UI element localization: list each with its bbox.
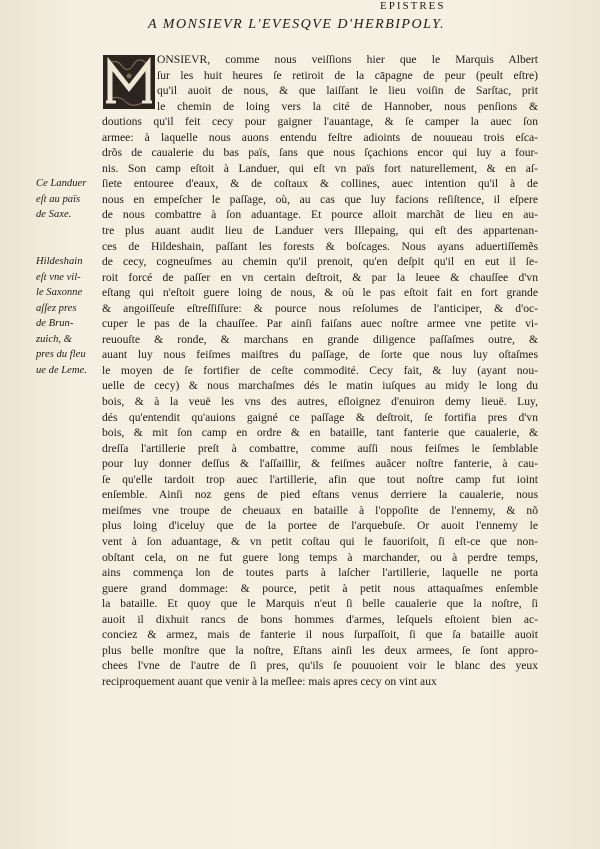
text-line: conciez & armez, mais de fanterie il nous ſurpaſſoit, ſi que ſa bataille auoit bbox=[102, 628, 538, 642]
margin-note-line: de Saxe. bbox=[36, 209, 72, 221]
text-line: armee: à laquelle nous auons entendu feſtre adioints de nouueau trois eſca- bbox=[102, 130, 538, 144]
text-line: guere grand dommage: & pource, petit à petit nous attaquaſmes enſemble bbox=[102, 581, 538, 595]
margin-note-line: eſt au païs bbox=[36, 193, 81, 205]
running-head: EPISTRES bbox=[380, 0, 446, 12]
margin-note bbox=[36, 176, 86, 223]
margin-note-line: Ce Landuer bbox=[36, 178, 87, 190]
margin-note-line: le Saxonne bbox=[36, 287, 83, 299]
text-line: ces de Hildeshain, paſſant les forests & boſcages. Nous ayans aduertiſſemẽs bbox=[102, 239, 538, 253]
text-line: le chemin de loing vers la cité de Hannober, nous penſions & bbox=[157, 99, 538, 113]
text-line: ſiete entouree d'eaux, & de coſtaux & collines, auec intention qu'il à de bbox=[102, 177, 538, 191]
text-line: ains commença lon de toutes parts à laſcher l'artillerie, laquelle ne porta bbox=[102, 566, 538, 580]
text-line: nis. Son camp eſtoit à Landuer, qui eſt vn païs fort naturellement, & en aſ- bbox=[102, 161, 538, 175]
margin-note-line: Hildeshain bbox=[36, 256, 83, 268]
text-line: bois, & à la veuë les vns des autres, eſloignez d'enuiron demy lieuë. Luy, bbox=[102, 395, 538, 409]
margin-note-line: pres du fleu bbox=[36, 349, 86, 361]
text-line: le moyen de ſe fortifier de ceſte commodité. Cecy fait, & luy (ayant nou- bbox=[102, 363, 538, 377]
text-line: drõs de caualerie du bas païs, ſans que nous ſçachions encor qui luy a four- bbox=[102, 146, 538, 160]
text-line: plus belle monſtre que la noſtre, Eſtans ainſi les deux armees, ſe ſont appro- bbox=[102, 643, 538, 657]
text-line: roit forcé de paſſer en vn certain deſtroit, & par la leuee & chauſſee d'vn bbox=[102, 270, 538, 284]
margin-note-line: eſt vne vil- bbox=[36, 271, 81, 283]
margin-note-line: de Brun- bbox=[36, 318, 74, 330]
text-line: ſur les huit heures ſe retiroit de la cāpagne de peur (peult eſtre) bbox=[157, 68, 538, 82]
text-line: meiſmes vne troupe de cheuaux en bataille à l'oppoſite de l'ennemy, & nõ bbox=[102, 503, 538, 517]
text-line: ſe qu'elle tardoit trop auec l'artillerie, afin que tout noſtre camp fut ioint bbox=[102, 472, 538, 486]
text-line: & angoiſſeuſe eſtreſſiſſure: & pource nous reſolumes de l'anticiper, & d'oc- bbox=[102, 301, 538, 315]
text-line: auant luy nous feiſmes maiſtres du paſſage, de ſorte que nous luy oſtaſmes bbox=[102, 348, 538, 362]
letter-heading: A MONSIEVR L'EVESQVE D'HERBIPOLY. bbox=[148, 17, 446, 32]
text-line: reuouſte & ronde, & marchans en grande diligence paſſaſmes outre, & bbox=[102, 332, 538, 346]
text-line: pour luy donner deſſus & l'aſſaillir, & feiſmes auãcer noſtre fanterie, à cau- bbox=[102, 457, 538, 471]
text-line: uelle de cecy) & nous marchaſmes dés le matin iuſques au midy le long du bbox=[102, 379, 538, 393]
text-line: cuper le pas de la chauſſee. Par ainſi faiſans auec noſtre armee vne petite vi- bbox=[102, 317, 538, 331]
text-line: chees l'vne de l'autre de ſi pres, qu'ils ſe pouuoient voir le blanc des yeux bbox=[102, 659, 538, 673]
text-line: doutions qu'il feit cecy pour gaigner l'auantage, & ſe camper la auec ſon bbox=[102, 115, 538, 129]
text-line: de nous combattre à ſon aduantage. Et pource alloit marchãt de lieu en au- bbox=[102, 208, 538, 222]
text-line: tre plus auant audit lieu de Landuer vers Illepaing, qui eſt des appartenan- bbox=[102, 224, 538, 238]
text-line: la bataille. Et quoy que le Marquis n'eut ſi belle caualerie que la noſtre, ſi bbox=[102, 597, 538, 611]
margin-note-line: zuich, & bbox=[36, 333, 72, 345]
text-line: auoit il dixhuit rancs de bons hommes d'armes, leſquels eſtoient bien ac- bbox=[102, 612, 538, 626]
margin-note-line: aſſez pres bbox=[36, 302, 77, 314]
text-line: nous en empeſcher le paſſage, où, au cas que luy facions reſiſtence, il eſpere bbox=[102, 192, 538, 206]
margin-note bbox=[36, 254, 87, 378]
text-line: ONSIEVR, comme nous veiſſions hier que le Marquis Albert bbox=[157, 53, 538, 66]
text-line: dreſſa l'artillerie preſt à combattre, comme auſſi nous feiſmes le ſemblable bbox=[102, 441, 538, 455]
margin-note-line: ue de Leme. bbox=[36, 364, 87, 376]
text-line: dés qu'entendit qu'auions gaigné ce paſſage & deſtroit, ſe fortifia pres d'vn bbox=[102, 410, 538, 424]
text-line: plus loing d'iceluy que de la portee de l'arquebuſe. Or auoit l'ennemy le bbox=[102, 519, 538, 533]
text-line: reciproquement auant que venir à la meſlee: mais apres cecy on vint aux bbox=[102, 674, 437, 688]
text-line: eſtang qui n'eſtoit guere loing de nous, & où le pas eſtoit fait en fort grande bbox=[102, 286, 538, 300]
text-line: enſemble. Ainſi noz gens de pied eſtans venus derriere la caualerie, nous bbox=[102, 488, 538, 502]
text-line: obſtant cela, on ne fut guere long temps à marchander, ou à perdre temps, bbox=[102, 550, 538, 564]
text-line: vent à ſon aduantage, & vn petit coſtau qui le fauoriſoit, ſi eſt-ce que non- bbox=[102, 534, 538, 548]
text-line: bois, & mit ſon camp en ordre & en bataille, tant fanterie que caualerie, & bbox=[102, 426, 538, 440]
text-line: qu'il auoit de nous, & que laiſſant le lieu voiſin de Sarſtac, prit bbox=[157, 84, 538, 98]
text-line: de cecy, cogneuſmes au chemin qu'il prenoit, qu'en deſpit qu'il en eut il ſe- bbox=[102, 255, 538, 269]
body-text bbox=[102, 52, 538, 689]
